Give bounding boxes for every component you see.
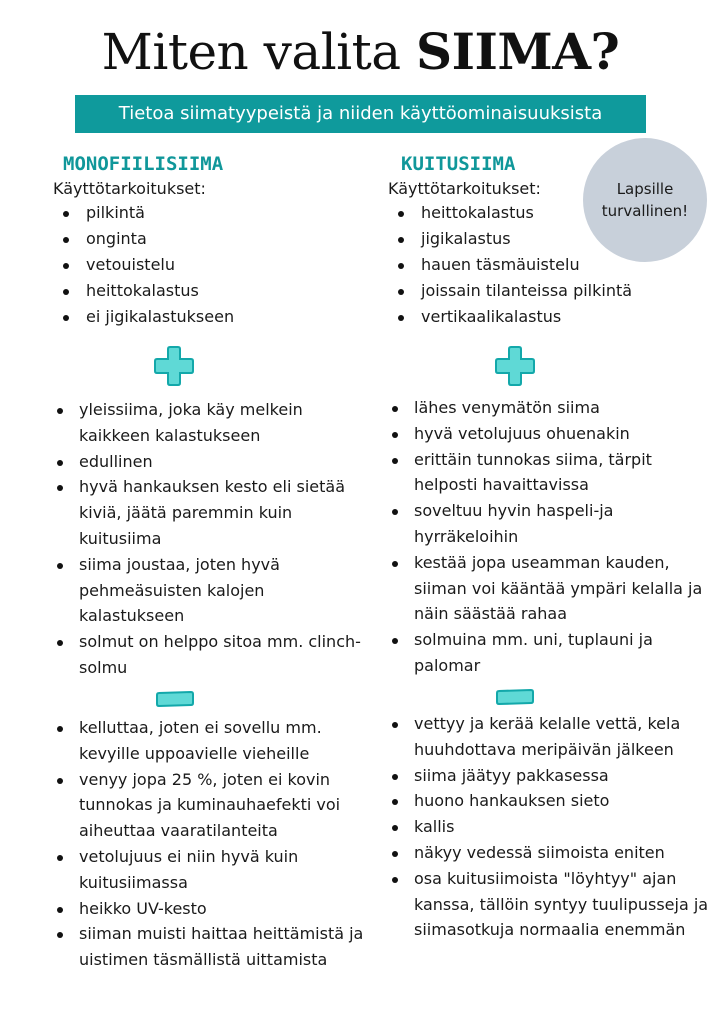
use-item: jigikalastus (388, 226, 718, 252)
use-item: ei jigikalastukseen (53, 304, 373, 330)
title-light: Miten valita (101, 23, 416, 81)
title-bold: SIIMA? (415, 22, 620, 81)
use-item: onginta (53, 226, 373, 252)
con-item: osa kuitusiimoista "löyhtyy" ajan kanssa, tällöin syntyy tuulipusseja ja siimasotkuja normaalia enemmän (388, 866, 718, 943)
fiber-pros-list (388, 395, 718, 679)
con-item: vettyy ja kerää kelalle vettä, kela huuhdottava meripäivän jälkeen (388, 711, 718, 763)
mono-cons-list (53, 715, 373, 973)
pro-item: siima joustaa, joten hyvä pehmeäsuisten kalojen kalastukseen (53, 552, 373, 629)
con-item: näkyy vedessä siimoista eniten (388, 840, 718, 866)
con-item: kallis (388, 814, 718, 840)
minus-icon (156, 691, 194, 707)
pro-item: hyvä hankauksen kesto eli sietää kiviä, jäätä paremmin kuin kuitusiima (53, 474, 373, 551)
use-item: vertikaalikalastus (388, 304, 718, 330)
use-item: heittokalastus (53, 278, 373, 304)
fiber-cons-section (388, 711, 718, 943)
pro-item: solmuina mm. uni, tuplauni ja palomar (388, 627, 718, 679)
fiber-uses-list (388, 200, 718, 330)
con-item: heikko UV-kesto (53, 896, 373, 922)
pro-item: erittäin tunnokas siima, tärpit helposti havaittavissa (388, 447, 718, 499)
fiber-heading: KUITUSIIMA (401, 153, 516, 175)
pro-item: hyvä vetolujuus ohuenakin (388, 421, 718, 447)
use-item: heittokalastus (388, 200, 718, 226)
mono-uses-label: Käyttötarkoitukset: (53, 179, 206, 198)
con-item: huono hankauksen sieto (388, 788, 718, 814)
use-item: vetouistelu (53, 252, 373, 278)
plus-icon (495, 346, 535, 386)
plus-icon (154, 346, 194, 386)
page-title (0, 20, 721, 84)
pro-item: solmut on helppo sitoa mm. clinch-solmu (53, 629, 373, 681)
use-item: joissain tilanteissa pilkintä (388, 278, 718, 304)
pro-item: soveltuu hyvin haspeli-ja hyrräkeloihin (388, 498, 718, 550)
fiber-pros-section (388, 395, 718, 679)
con-item: siiman muisti haittaa heittämistä ja uistimen täsmällistä uittamista (53, 921, 373, 973)
pro-item: lähes venymätön siima (388, 395, 718, 421)
pro-item: kestää jopa useamman kauden, siiman voi kääntää ympäri kelalla ja näin säästää rahaa (388, 550, 718, 627)
con-item: kelluttaa, joten ei sovellu mm. kevyille uppoavielle vieheille (53, 715, 373, 767)
mono-uses-section (53, 153, 373, 330)
mono-pros-list (53, 397, 373, 681)
con-item: siima jäätyy pakkasessa (388, 763, 718, 789)
fiber-uses-label: Käyttötarkoitukset: (388, 179, 541, 198)
fiber-uses-section (388, 153, 718, 330)
subtitle-banner: Tietoa siimatyypeistä ja niiden käyttöominaisuuksista (75, 95, 646, 133)
mono-cons-section (53, 715, 373, 973)
mono-uses-list (53, 200, 373, 330)
mono-heading: MONOFIILISIIMA (63, 153, 224, 175)
pro-item: yleissiima, joka käy melkein kaikkeen kalastukseen (53, 397, 373, 449)
minus-icon (496, 689, 534, 705)
pro-item: edullinen (53, 449, 373, 475)
con-item: venyy jopa 25 %, joten ei kovin tunnokas ja kuminauhaefekti voi aiheuttaa vaaratilanteita (53, 767, 373, 844)
badge-text: Lapsille turvallinen! (601, 180, 689, 220)
con-item: vetolujuus ei niin hyvä kuin kuitusiimassa (53, 844, 373, 896)
use-item: pilkintä (53, 200, 373, 226)
fiber-cons-list (388, 711, 718, 943)
use-item: hauen täsmäuistelu (388, 252, 718, 278)
mono-pros-section (53, 397, 373, 681)
